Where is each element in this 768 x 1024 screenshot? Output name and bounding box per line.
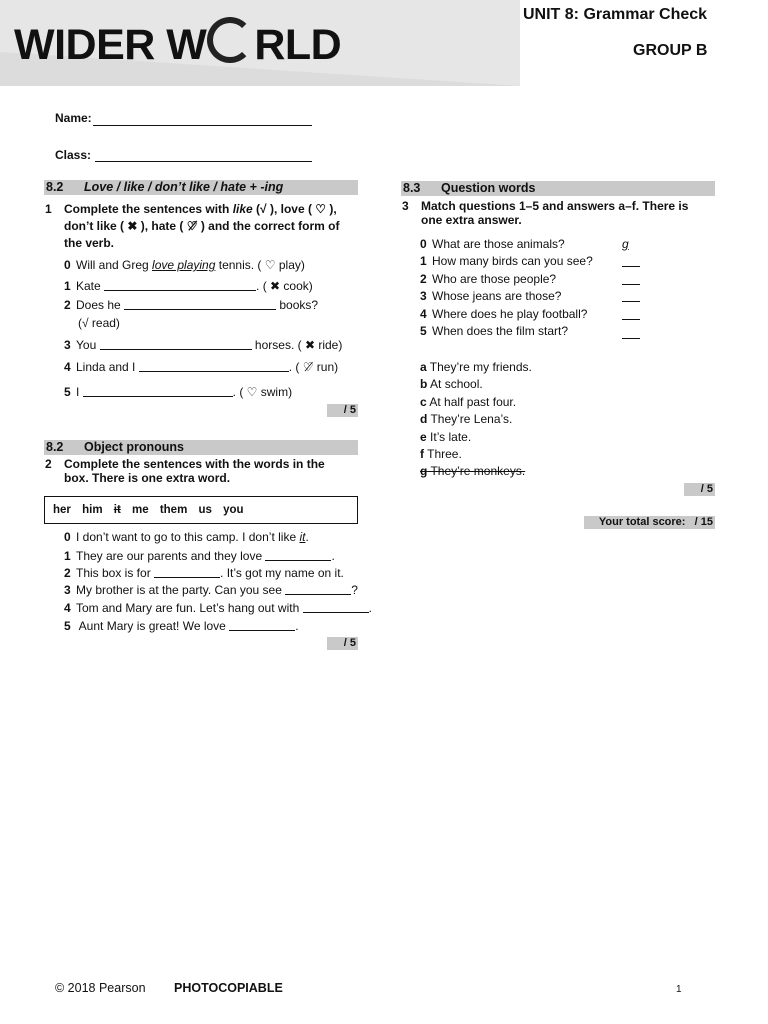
match-blank[interactable] xyxy=(622,284,640,285)
answer-option: e It’s late. xyxy=(420,430,472,444)
list-item: 1 They are our parents and they love . xyxy=(64,549,335,563)
answer-option: f Three. xyxy=(420,447,462,461)
list-item: 0 I don’t want to go to this camp. I don’t like it. xyxy=(64,530,309,544)
match-blank[interactable] xyxy=(622,301,640,302)
section-8-2-heading: 8.2 Love / like / don’t like / hate + -ing xyxy=(44,180,358,195)
answer-blank[interactable] xyxy=(303,612,369,613)
list-item: 1 Kate . ( ✖ cook) xyxy=(64,279,313,293)
task-3-instruction: 3 Match questions 1–5 and answers a–f. There is one extra answer. xyxy=(402,199,689,227)
class-label: Class: xyxy=(55,148,92,162)
list-item: 3 You horses. ( ✖ ride) xyxy=(64,338,343,352)
question-item: 3 Whose jeans are those? xyxy=(420,289,562,303)
match-answer-example: g xyxy=(622,237,629,251)
answer-option: b At school. xyxy=(420,377,483,391)
section-8-3-heading: 8.3 Question words xyxy=(401,181,715,196)
photocopiable-label: PHOTOCOPIABLE xyxy=(174,981,283,995)
answer-blank[interactable] xyxy=(124,309,276,310)
list-item: 2 Does he books? xyxy=(64,298,319,312)
task-2-instruction: 2 Complete the sentences with the words in the box. There is one extra word. xyxy=(45,457,325,485)
group-label: GROUP B xyxy=(633,42,708,59)
list-item: 0 Will and Greg love playing tennis. ( ♡ play) xyxy=(64,258,305,272)
list-item: 4 Tom and Mary are fun. Let’s hang out with . xyxy=(64,601,372,615)
list-item: 3 My brother is at the party. Can you see ? xyxy=(64,583,358,597)
answer-blank[interactable] xyxy=(285,594,351,595)
match-blank[interactable] xyxy=(622,338,640,339)
name-field[interactable] xyxy=(93,124,312,126)
question-item: 4 Where does he play football? xyxy=(420,307,588,321)
total-score: Your total score: / 15 xyxy=(584,516,715,529)
answer-blank[interactable] xyxy=(100,349,252,350)
answer-option: c At half past four. xyxy=(420,395,517,409)
answer-option: a They’re my friends. xyxy=(420,360,532,374)
question-item: 0 What are those animals? xyxy=(420,237,565,251)
answer-blank[interactable] xyxy=(139,371,289,372)
section-8-2-pronouns-heading: 8.2 Object pronouns xyxy=(44,440,358,455)
list-item-continued: (√ read) xyxy=(78,316,120,330)
question-item: 2 Who are those people? xyxy=(420,272,557,286)
list-item: 2 This box is for . It’s got my name on it. xyxy=(64,566,344,580)
section-2-score: / 5 xyxy=(327,637,358,650)
answer-blank[interactable] xyxy=(229,630,295,631)
section-title: Object pronouns xyxy=(84,440,184,454)
question-item: 1 How many birds can you see? xyxy=(420,254,593,268)
name-label: Name: xyxy=(55,111,92,125)
question-item: 5 When does the film start? xyxy=(420,324,569,338)
page-number: 1 xyxy=(676,984,682,995)
answer-blank[interactable] xyxy=(265,560,331,561)
word-box: her him it me them us you xyxy=(44,496,358,524)
list-item: 5 Aunt Mary is great! We love . xyxy=(64,619,299,633)
copyright: © 2018 Pearson xyxy=(55,981,146,995)
answer-option-used: g They’re monkeys. xyxy=(420,464,526,478)
match-blank[interactable] xyxy=(622,266,640,267)
section-3-score: / 5 xyxy=(684,483,715,496)
match-blank[interactable] xyxy=(622,319,640,320)
brand-logo: WIDER W RLD xyxy=(14,17,341,71)
answer-blank[interactable] xyxy=(83,396,233,397)
logo-o-ring xyxy=(207,17,253,63)
section-title: Question words xyxy=(441,181,536,195)
unit-title: UNIT 8: Grammar Check xyxy=(523,6,708,23)
list-item: 5 I . ( ♡ swim) xyxy=(64,385,293,399)
task-1-instruction: 1 Complete the sentences with like (√ ), love ( ♡ ), don’t like ( ✖ ), hate ( ♡̸ ) and the correct form of the verb. xyxy=(45,202,340,250)
section-title: Love / like / don’t like / hate + -ing xyxy=(84,180,284,194)
class-field[interactable] xyxy=(95,160,312,162)
section-1-score: / 5 xyxy=(327,404,358,417)
answer-blank[interactable] xyxy=(104,290,256,291)
answer-option: d They’re Lena’s. xyxy=(420,412,513,426)
answer-blank[interactable] xyxy=(154,577,220,578)
list-item: 4 Linda and I . ( ♡̸ run) xyxy=(64,360,339,374)
